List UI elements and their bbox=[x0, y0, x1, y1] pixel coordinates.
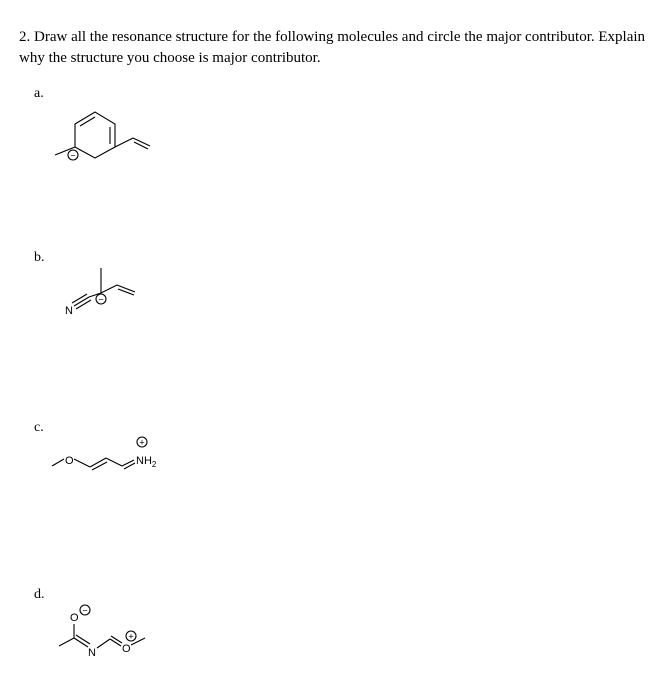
triple-bond-3 bbox=[76, 300, 91, 309]
triple-bond-1 bbox=[74, 297, 89, 306]
oxygen-atom-1: O bbox=[70, 612, 79, 624]
c-n-double-1 bbox=[74, 638, 88, 647]
charge-sign: + bbox=[128, 631, 134, 642]
chain-bond bbox=[106, 458, 122, 466]
methyl-bond bbox=[52, 459, 64, 466]
charge-sign: + bbox=[139, 437, 145, 448]
charge-sign: − bbox=[98, 294, 104, 305]
nitrogen-atom: N bbox=[88, 647, 96, 659]
nitrogen-atom: N bbox=[65, 305, 73, 317]
part-a-label: a. bbox=[34, 86, 44, 101]
vinyl-double-1 bbox=[133, 138, 150, 146]
alkene-double-2 bbox=[92, 462, 107, 470]
c-o-double-1 bbox=[110, 639, 121, 646]
molecule-d bbox=[55, 598, 165, 663]
vinyl-double-2 bbox=[118, 289, 134, 295]
oxygen-atom: O bbox=[65, 455, 74, 467]
c-n-double-2 bbox=[76, 635, 90, 644]
molecule-b bbox=[55, 260, 155, 330]
ether-bond bbox=[74, 459, 90, 467]
part-b-label: b. bbox=[34, 250, 45, 265]
double-bond-top bbox=[80, 117, 95, 126]
vinyl-bond bbox=[101, 285, 117, 293]
question-text: 2. Draw all the resonance structure for the following molecules and circle the major contributor. Explain why the structure you choose is major contributor. bbox=[19, 29, 646, 66]
alkene-double-1 bbox=[90, 458, 106, 467]
oxygen-atom-2: O bbox=[122, 643, 131, 655]
triple-bond-2 bbox=[72, 294, 87, 303]
vinyl-bond bbox=[115, 138, 133, 147]
methyl-bond bbox=[59, 638, 74, 646]
amine-group: $NH_2$ bbox=[136, 455, 157, 469]
n-c-bond bbox=[97, 639, 110, 648]
charge-sign: − bbox=[70, 150, 76, 161]
molecule-c bbox=[50, 432, 190, 477]
vinyl-double-1 bbox=[117, 285, 135, 292]
charge-sign: − bbox=[82, 605, 88, 616]
vinyl-double-2 bbox=[134, 142, 148, 149]
c-o-double-2 bbox=[111, 636, 122, 643]
part-d-label: d. bbox=[34, 587, 45, 602]
ring-bonds bbox=[75, 112, 115, 158]
part-c-label: c. bbox=[34, 420, 44, 435]
molecule-a bbox=[45, 100, 165, 170]
